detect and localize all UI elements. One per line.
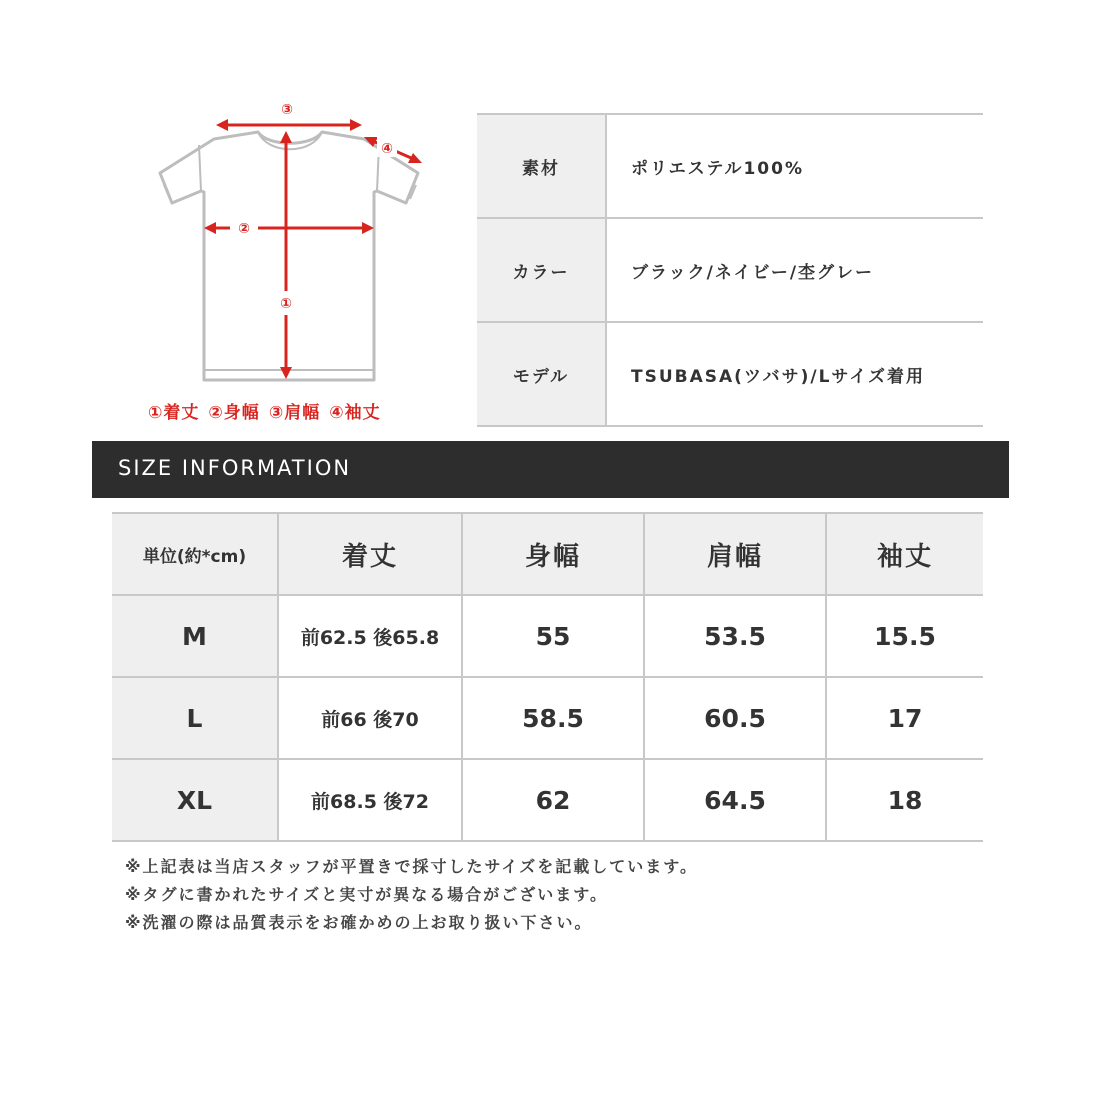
shoulder-cell: 53.5 <box>644 595 826 677</box>
note-line: ※上記表は当店スタッフが平置きで採寸したサイズを記載しています。 <box>125 857 698 876</box>
spec-row-material <box>477 114 983 218</box>
sleeve-cell: 17 <box>826 677 983 759</box>
spec-label: カラー <box>477 218 606 322</box>
size-label: XL <box>112 759 278 841</box>
spec-label: モデル <box>477 322 606 426</box>
size-table <box>112 512 983 842</box>
note-line: ※洗濯の際は品質表示をお確かめの上お取り扱い下さい。 <box>125 913 593 932</box>
length-cell: 前62.5 後65.8 <box>278 595 462 677</box>
legend-shoulder: ③肩幅 <box>268 403 321 423</box>
spec-value: TSUBASA(ツバサ)/Lサイズ着用 <box>606 322 983 426</box>
measurement-legend <box>148 398 390 423</box>
spec-table <box>477 113 983 427</box>
sleeve-cell: 15.5 <box>826 595 983 677</box>
notes <box>125 853 698 937</box>
size-label: M <box>112 595 278 677</box>
header-shoulder: 肩幅 <box>644 513 826 595</box>
header-sleeve: 袖丈 <box>826 513 983 595</box>
tshirt-outline-icon <box>140 95 440 395</box>
spec-label: 素材 <box>477 114 606 218</box>
note-line: ※タグに書かれたサイズと実寸が異なる場合がございます。 <box>125 885 608 904</box>
shoulder-cell: 60.5 <box>644 677 826 759</box>
measurement-diagram <box>140 95 440 425</box>
body-width-cell: 58.5 <box>462 677 644 759</box>
table-row <box>112 677 983 759</box>
spec-value: ブラック/ネイビー/杢グレー <box>606 218 983 322</box>
shoulder-cell: 64.5 <box>644 759 826 841</box>
marker-width: ② <box>238 221 250 237</box>
marker-shoulder: ③ <box>281 102 293 118</box>
marker-sleeve: ④ <box>381 141 393 157</box>
body-width-cell: 62 <box>462 759 644 841</box>
header-length: 着丈 <box>278 513 462 595</box>
spec-row-model <box>477 322 983 426</box>
section-header <box>92 441 1009 498</box>
legend-sleeve: ④袖丈 <box>329 403 381 423</box>
sleeve-cell: 18 <box>826 759 983 841</box>
body-width-cell: 55 <box>462 595 644 677</box>
header-unit: 単位(約*cm) <box>112 513 278 595</box>
length-cell: 前68.5 後72 <box>278 759 462 841</box>
spec-value: ポリエステル100% <box>606 114 983 218</box>
spec-row-color <box>477 218 983 322</box>
legend-width: ②身幅 <box>208 403 260 423</box>
size-header-row <box>112 513 983 595</box>
table-row <box>112 759 983 841</box>
size-label: L <box>112 677 278 759</box>
marker-length: ① <box>280 296 292 312</box>
legend-length: ①着丈 <box>148 403 200 423</box>
table-row <box>112 595 983 677</box>
header-body-width: 身幅 <box>462 513 644 595</box>
section-title: SIZE INFORMATION <box>118 456 352 480</box>
length-cell: 前66 後70 <box>278 677 462 759</box>
